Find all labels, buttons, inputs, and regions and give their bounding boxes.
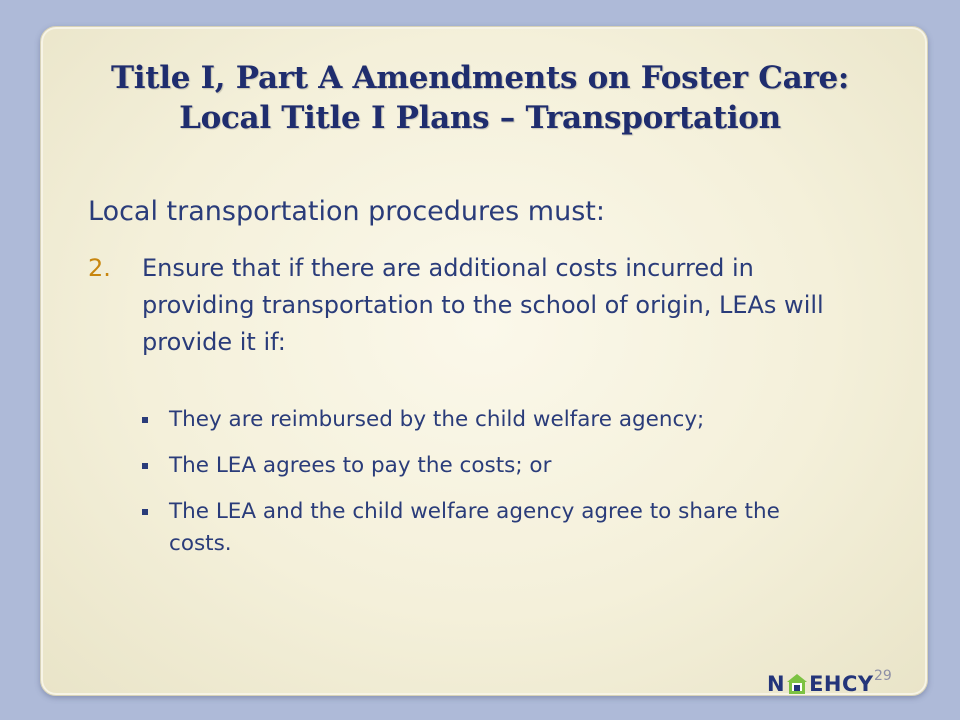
numbered-item (88, 250, 848, 361)
bullet-text: The LEA agrees to pay the costs; or (169, 453, 552, 478)
bullet-item (142, 450, 842, 482)
logo-text-start: N (767, 672, 786, 696)
house-icon (786, 673, 808, 695)
bullet-item (142, 404, 842, 436)
item-text: Ensure that if there are additional costs incurred in providing transportation to the school of origin, LEAs will provide it if: (142, 254, 824, 356)
bullet-item (142, 496, 842, 560)
item-number: 2. (88, 254, 111, 282)
slide-title-line-2: Local Title I Plans – Transportation (179, 100, 781, 136)
bullet-marker-icon (142, 417, 148, 423)
bullet-list (142, 404, 842, 574)
slide-title-line-1: Title I, Part A Amendments on Foster Care: (110, 60, 850, 96)
logo-text-end: EHCY (809, 672, 874, 696)
bullet-marker-icon (142, 463, 148, 469)
slide-title (0, 58, 960, 138)
nchey-logo (767, 671, 874, 697)
bullet-text: The LEA and the child welfare agency agree to share the costs. (169, 499, 780, 556)
bullet-marker-icon (142, 509, 148, 515)
lead-text: Local transportation procedures must: (88, 196, 605, 227)
bullet-text: They are reimbursed by the child welfare agency; (169, 407, 705, 432)
slide-number: 29 (874, 668, 892, 684)
